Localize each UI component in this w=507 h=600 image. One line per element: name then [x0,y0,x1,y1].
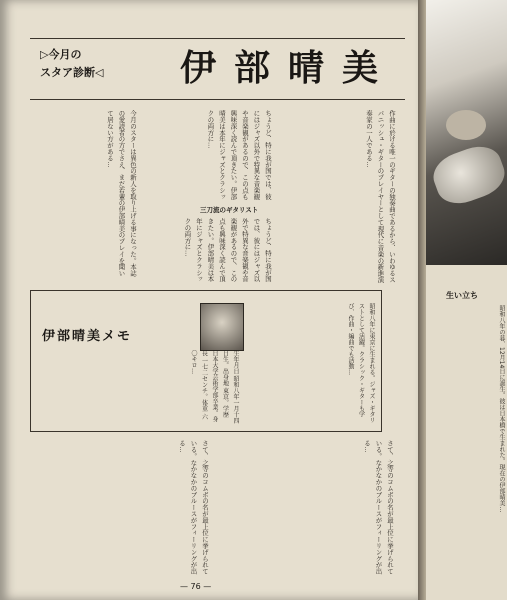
second-column-cont: ちょうど、特に我が国では、彼にはジャズ以外で特異な音楽観や音楽観があるので、この点も興味深く読んで頂きたい。伊部晴美は本年にジャズとクラシックの両方に… [183,218,272,282]
banner-bottom-rule [30,99,405,100]
section-heading: 三刀流のギタリスト [200,206,259,214]
lower-column-1: さて、之等のコムボの名が最上位に挙げられている。なかなかのブルースがフィーリングが出る… [178,440,209,575]
guitarist-photo [426,0,507,265]
facing-page-heading: 生い立ち [446,291,478,300]
banner-top-rule [30,38,405,39]
memo-text: 生年月日 昭和八年一月十四日生。出身地 東京。学歴 日本大学芸術学部卒業。身長 一七二センチ。体重 六〇キロ… [190,350,239,424]
facing-page-text: 昭和八年の暮、12月14日に誕生。彼は日本橋で生まれた。現在の伊部晴美… [498,305,505,513]
series-line2: スタア診断 [40,66,95,79]
facing-page [426,0,507,600]
series-label: ▷今月の スタア診断◁ [40,48,104,79]
artist-name-title: 伊部晴美 [180,47,397,89]
third-column: 作曲に於ける唯一のギターの独奏曲であるから、いわゆるスパニッシュ・ギターのプレイヤーとして現代に音楽の新進演奏家の一人である… [365,110,396,283]
series-line1: 今月の [48,48,82,61]
book-spine [418,0,426,600]
memo-title: 伊部晴美メモ [42,329,133,344]
second-column: ちょうど、特に我が国では、彼にはジャズ以外で特異な音楽観や音楽観があるので、この点も興味深く読んで頂きたい。伊部晴美は本年にジャズとクラシックの両方に… [206,110,272,200]
photo-guitar [428,140,507,211]
intro-column: 今月のスターは異色の新人を取り上げる事になった。本誌の愛読者の方でさえ、まだ若輩の伊部晴美のプレイを聞いて居ない方がある… [106,110,137,277]
feature-banner [30,38,405,100]
lower-column-2: さて、之等のコムボの名が最上位に挙げられている。なかなかのブルースがフィーリングが出る… [363,440,394,575]
portrait-photo [200,303,244,351]
page-number: — 76 — [180,582,212,591]
memo-right-text: 昭和八年に東京に生まれる。ジャズ・ギタリストとして活躍。クラシック・ギターも学び、作曲・編曲でも活動… [347,303,375,423]
photo-hand [446,110,486,140]
